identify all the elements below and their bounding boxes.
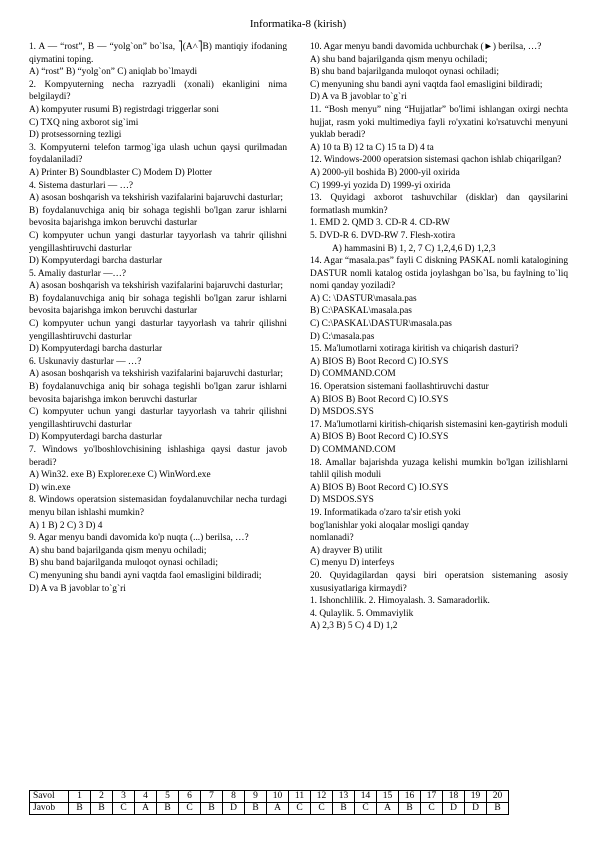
answer-row: [30, 803, 509, 815]
text-line: 1. Ishonchlilik. 2. Himoyalash. 3. Samaradorlik.: [310, 596, 490, 607]
text-line: A) 1 B) 2 C) 3 D) 4: [29, 520, 103, 531]
answer-cell: B: [201, 803, 223, 815]
text-line: 18. Amallar bajarishda yuzaga kelishi mumkin bo'lgan izilishlarni tahlil qilish moduli: [310, 457, 568, 481]
row-label-savol: Savol: [30, 791, 69, 803]
text-line: A) 2000-yil boshida B) 2000-yil oxirida: [310, 167, 460, 178]
text-line: A) hammasini B) 1, 2, 7 C) 1,2,4,6 D) 1,2,3: [332, 243, 496, 254]
question-number-cell: 14: [355, 791, 377, 803]
text-line: D) Kompyuterdagi barcha dasturlar: [29, 256, 163, 267]
text-line: D) A va B javoblar to`g`ri: [29, 583, 126, 594]
text-line: D) MSDOS.SYS: [310, 495, 374, 506]
answer-cell: B: [157, 803, 179, 815]
answer-cell: A: [377, 803, 399, 815]
text-line: 14. Agar “masala.pas” fayli C diskning PASKAL nomli katalogining DASTUR nomli katalog ostida joylashgan bo`lsa, bu faylning to`liq nomi qanday yoziladi?: [310, 256, 568, 292]
text-line: 1. EMD 2. QMD 3. CD-R 4. CD-RW: [310, 218, 450, 229]
text-line: A) asosan boshqarish va tekshirish vazifalarini bajaruvchi dasturlar;: [29, 281, 284, 292]
text-line: B) foydalanuvchiga aniq bir sohaga tegishli bo'lgan zarur ishlarni bevosita bajarishga imkon beruvchi dasturlar: [29, 293, 287, 317]
text-line: 4. Sistema dasturlari — …?: [29, 180, 134, 191]
answer-cell: B: [333, 803, 355, 815]
text-line: A) shu band bajarilganda qism menyu ochiladi;: [29, 545, 207, 556]
text-line: D) C:\masala.pas: [310, 331, 375, 342]
text-line: D) Kompyuterdagi barcha dasturlar: [29, 432, 163, 443]
text-line: D) win.exe: [29, 482, 71, 493]
text-line: C) kompyuter uchun yangi dasturlar tayyorlash va tahrir qilishni yengillashtiruvchi dasturlar: [29, 319, 287, 342]
answer-cell: C: [289, 803, 311, 815]
text-line: 8. Windows operatsion sistemasidan foydalanuvchilar necha turdagi menyu bilan ishlashi mumkin?: [29, 495, 287, 518]
text-line: C) 1999-yi yozida D) 1999-yi oxirida: [310, 180, 451, 191]
question-number-cell: 8: [223, 791, 245, 803]
answer-cell: B: [245, 803, 267, 815]
text-line: A) BIOS B) Boot Record C) IO.SYS: [310, 394, 449, 405]
text-line: nomlanadi?: [310, 533, 354, 544]
question-number-row: [30, 791, 509, 803]
question-number-cell: 6: [179, 791, 201, 803]
text-line: 16. Operatsion sistemani faollashtiruvchi dastur: [310, 382, 489, 393]
question-number-cell: 15: [377, 791, 399, 803]
text-line: D) A va B javoblar to`g`ri: [310, 92, 407, 103]
text-line: B) foydalanuvchiga aniq bir sohaga tegishli bo'lgan zarur ishlarni bevosita bajarishga imkon beruvchi dasturlar: [29, 205, 287, 229]
text-line: 10. Agar menyu bandi davomida uchburchak (►) berilsa, …?: [310, 42, 542, 52]
text-line: A) asosan boshqarish va tekshirish vazifalarini bajaruvchi dasturlar;: [29, 193, 284, 204]
question-number-cell: 1: [69, 791, 91, 803]
text-line: bog'lanishlar yoki aloqalar mosligi qanday: [310, 520, 469, 531]
text-line: 12. Windows-2000 operatsion sistemasi qachon ishlab chiqarilgan?: [310, 155, 562, 166]
question-number-cell: 2: [91, 791, 113, 803]
text-line: 2. Kompyuterning necha razryadli (xonali) ekanligini nima belgilaydi?: [29, 79, 287, 103]
text-line: 6. Uskunaviy dasturlar — …?: [29, 356, 142, 367]
text-line: A) BIOS B) Boot Record C) IO.SYS: [310, 432, 449, 443]
answer-cell: C: [355, 803, 377, 815]
text-line: C) menyuning shu bandi ayni vaqtda faol emasligini bildiradi;: [29, 570, 262, 581]
answer-key-table: [29, 790, 509, 815]
answer-cell: D: [223, 803, 245, 815]
answer-cell: D: [465, 803, 487, 815]
page-title: Informatika-8 (kirish): [249, 18, 347, 30]
answer-cell: B: [91, 803, 113, 815]
question-number-cell: 18: [443, 791, 465, 803]
text-line: D) Kompyuterdagi barcha dasturlar: [29, 344, 163, 355]
text-line: D) protsessorning tezligi: [29, 130, 122, 141]
text-line: D) COMMAND.COM: [310, 445, 396, 455]
text-line: A) shu band bajarilganda qism menyu ochiladi;: [310, 54, 488, 65]
text-line: 3. Kompyuterni telefon tarmog`iga ulash uchun qaysi qurilmadan foydalaniladi?: [29, 142, 287, 166]
answer-cell: C: [311, 803, 333, 815]
answer-cell: A: [135, 803, 157, 815]
answer-cell: C: [421, 803, 443, 815]
answer-cell: D: [443, 803, 465, 815]
text-line: 15. Ma'lumotlarni xotiraga kiritish va chiqarish dasturi?: [310, 344, 519, 355]
text-line: B) shu band bajarilganda muloqot oynasi ochiladi;: [310, 67, 499, 78]
answer-cell: C: [179, 803, 201, 815]
text-line: D) COMMAND.COM: [310, 369, 396, 380]
question-number-cell: 20: [487, 791, 509, 803]
text-line: 13. Quyidagi axborot tashuvchilar (disklar) dan qaysilarini formatlash mumkin?: [310, 193, 568, 216]
text-line: 1. A — “rost”, B — “yolg`on” bo`lsa, ⎤(A˄⎤B) mantiqiy ifodaning qiymatini toping.: [29, 42, 287, 65]
text-line: 9. Agar menyu bandi davomida ko'p nuqta (...) berilsa, …?: [29, 533, 249, 544]
question-number-cell: 9: [245, 791, 267, 803]
text-line: A) drayver B) utilit: [310, 545, 383, 556]
text-line: C) menyuning shu bandi ayni vaqtda faol emasligini bildiradi;: [310, 79, 543, 90]
text-line: A) Printer B) Soundblaster C) Modem D) Plotter: [29, 167, 212, 178]
text-line: A) 10 ta B) 12 ta C) 15 ta D) 4 ta: [310, 142, 434, 153]
text-line: 17. Ma'lumotlarni kiritish-chiqarish sistemasini ken-gaytirish moduli: [310, 419, 568, 430]
question-number-cell: 10: [267, 791, 289, 803]
question-number-cell: 16: [399, 791, 421, 803]
left-column: [29, 41, 287, 595]
text-line: C) menyu D) interfeys: [310, 558, 395, 569]
text-line: A) kompyuter rusumi B) registrdagi triggerlar soni: [29, 104, 219, 115]
text-line: 11. “Bosh menyu” ning “Hujjatlar” bo'limi ishlangan oxirgi nechta hujjat, rasm yoki multimediya fayli ro'yxatini ko'rsatuvchi menyuni yuklab beradi?: [310, 104, 568, 141]
text-line: A) 2,3 B) 5 C) 4 D) 1,2: [310, 621, 398, 632]
question-number-cell: 17: [421, 791, 443, 803]
text-line: 5. Amaliy dasturlar —…?: [29, 268, 127, 279]
text-line: 19. Informatikada o'zaro ta'sir etish yoki: [310, 507, 461, 518]
answer-cell: C: [113, 803, 135, 815]
text-line: 4. Qulaylik. 5. Ommaviylik: [310, 608, 414, 619]
text-line: B) foydalanuvchiga aniq bir sohaga tegishli bo'lgan zarur ishlarni bevosita bajarishga imkon beruvchi dasturlar: [29, 382, 287, 405]
question-number-cell: 12: [311, 791, 333, 803]
text-line: A) Win32. exe B) Explorer.exe C) WinWord.exe: [29, 470, 211, 481]
question-number-cell: 19: [465, 791, 487, 803]
text-line: A) asosan boshqarish va tekshirish vazifalarini bajaruvchi dasturlar;: [29, 369, 284, 380]
question-number-cell: 13: [333, 791, 355, 803]
answer-cell: B: [69, 803, 91, 815]
text-line: A) BIOS B) Boot Record C) IO.SYS: [310, 356, 449, 367]
answer-cell: A: [267, 803, 289, 815]
text-line: 5. DVD-R 6. DVD-RW 7. Flesh-xotira: [310, 230, 456, 241]
question-number-cell: 3: [113, 791, 135, 803]
text-line: C) kompyuter uchun yangi dasturlar tayyorlash va tahrir qilishni yengillashtiruvchi dasturlar: [29, 230, 287, 254]
question-number-cell: 5: [157, 791, 179, 803]
text-line: A) C: \DASTUR\masala.pas: [310, 293, 417, 304]
answer-cell: B: [399, 803, 421, 815]
text-line: C) C:\PASKAL\DASTUR\masala.pas: [310, 319, 452, 330]
question-number-cell: 4: [135, 791, 157, 803]
right-column: [310, 41, 568, 633]
text-line: 20. Quyidagilardan qaysi biri operatsion sistemaning asosiy xususiyatlariga kirmaydi?: [310, 570, 568, 594]
question-number-cell: 7: [201, 791, 223, 803]
question-number-cell: 11: [289, 791, 311, 803]
text-line: A) BIOS B) Boot Record C) IO.SYS: [310, 482, 449, 493]
text-line: C) kompyuter uchun yangi dasturlar tayyorlash va tahrir qilishni yengillashtiruvchi dasturlar: [29, 407, 287, 430]
text-line: D) MSDOS.SYS: [310, 407, 374, 418]
text-line: B) C:\PASKAL\masala.pas: [310, 306, 412, 317]
text-line: C) TXQ ning axborot sig`imi: [29, 117, 139, 128]
row-label-javob: Javob: [30, 803, 69, 815]
text-line: B) shu band bajarilganda muloqot oynasi ochiladi;: [29, 558, 218, 569]
text-line: 7. Windows yo'lboshlovchisining ishlashiga qaysi dastur javob beradi?: [29, 445, 287, 468]
text-line: A) “rost” B) “yolg`on” C) aniqlab bo`lmaydi: [29, 67, 198, 78]
answer-cell: B: [487, 803, 509, 815]
